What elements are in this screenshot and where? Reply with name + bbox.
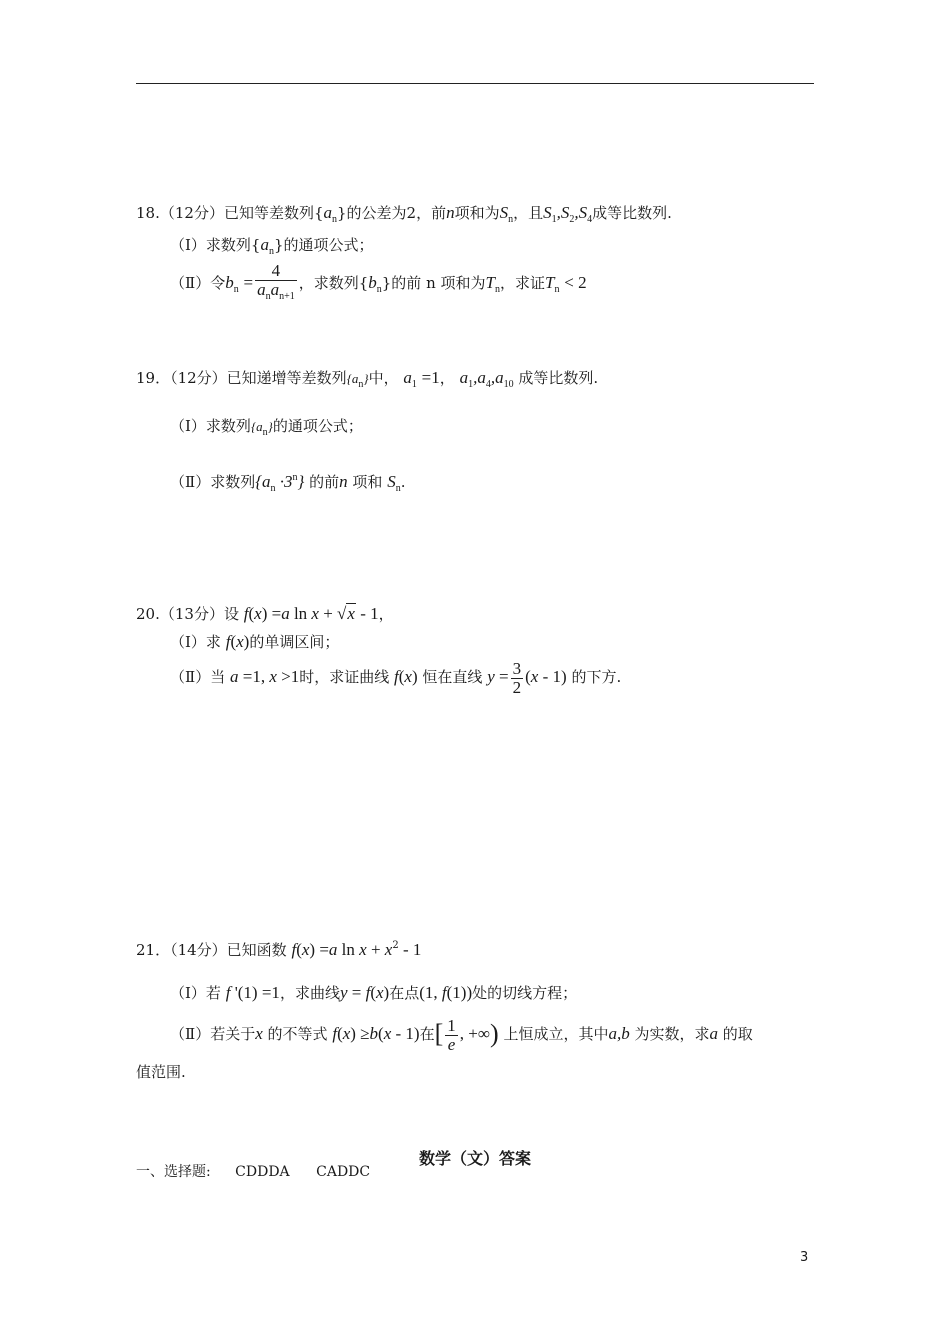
q21-stem: 21．（14分）已知函数 f(x) =a $\ln x + x^2 - 1$ bbox=[136, 940, 422, 959]
q19-part2: （Ⅱ）求数列$\{a_n \cdot 3^n\}$ 的前n 项和 $S_n$. bbox=[170, 472, 406, 494]
q20-part2: （Ⅱ）当 a =1, x >1时，求证曲线 f(x) 恒在直线 y = $\frac{3}{2}$ (x - 1) 的下方. bbox=[170, 658, 622, 697]
page-number: 3 bbox=[800, 1250, 809, 1265]
q20-stem: 20.（13分）设 f(x) =a ln x + √x - 1， bbox=[136, 604, 394, 623]
answer-group-2: CADDC bbox=[316, 1164, 371, 1180]
q18-part2: （Ⅱ）令$b_n$ = $\frac{4}{a_na_{n+1}}$ ，求数列$\{b_n\}$的前 n 项和为$T_n$，求证$T_n < 2$ bbox=[170, 262, 587, 310]
q18-stem: 18.（12分）已知等差数列$\{a_n\}$的公差为2，前n项和为$S_n$，且$S_1,S_2,S_4$成等比数列. bbox=[136, 203, 672, 225]
answer-title: 数学（文）答案 bbox=[418, 1149, 531, 1168]
q19-stem: 19．（12分）已知递增等差数列$\{a_n\}$中， $a_1 =1$， $a_1,a_4,a_{10}$ 成等比数列. bbox=[136, 368, 599, 390]
q18-fraction: $\frac{4}{a_na_{n+1}}$ bbox=[257, 261, 295, 302]
answer-group-1: CDDDA bbox=[235, 1164, 290, 1180]
q20-part1: （Ⅰ）求 f(x)的单调区间； bbox=[170, 632, 340, 651]
answer-label: 一、选择题: bbox=[136, 1164, 211, 1180]
q18-part1: （Ⅰ）求数列$\{a_n\}$的通项公式； bbox=[170, 235, 374, 257]
answer-choices bbox=[136, 1162, 370, 1182]
q21-part2-cont: 值范围. bbox=[136, 1063, 186, 1081]
q19-part1: （Ⅰ）求数列$\{a_n\}$的通项公式； bbox=[170, 417, 363, 438]
q21-fraction: $\frac{1}{e}$ bbox=[447, 1015, 456, 1054]
q21-part2: （Ⅱ）若关于x 的不等式 f(x) ≥b(x - 1)在[ $\frac{1}{e}$ , +∞) 上恒成立，其中a,b 为实数，求a 的取 bbox=[170, 1015, 753, 1054]
q21-part1: （Ⅰ）若 f '(1) =1，求曲线y = f(x)在点(1, f(1))处的切线方程； bbox=[170, 983, 578, 1002]
header-rule bbox=[136, 83, 814, 84]
q20-fraction: $\frac{3}{2}$ bbox=[512, 658, 522, 697]
